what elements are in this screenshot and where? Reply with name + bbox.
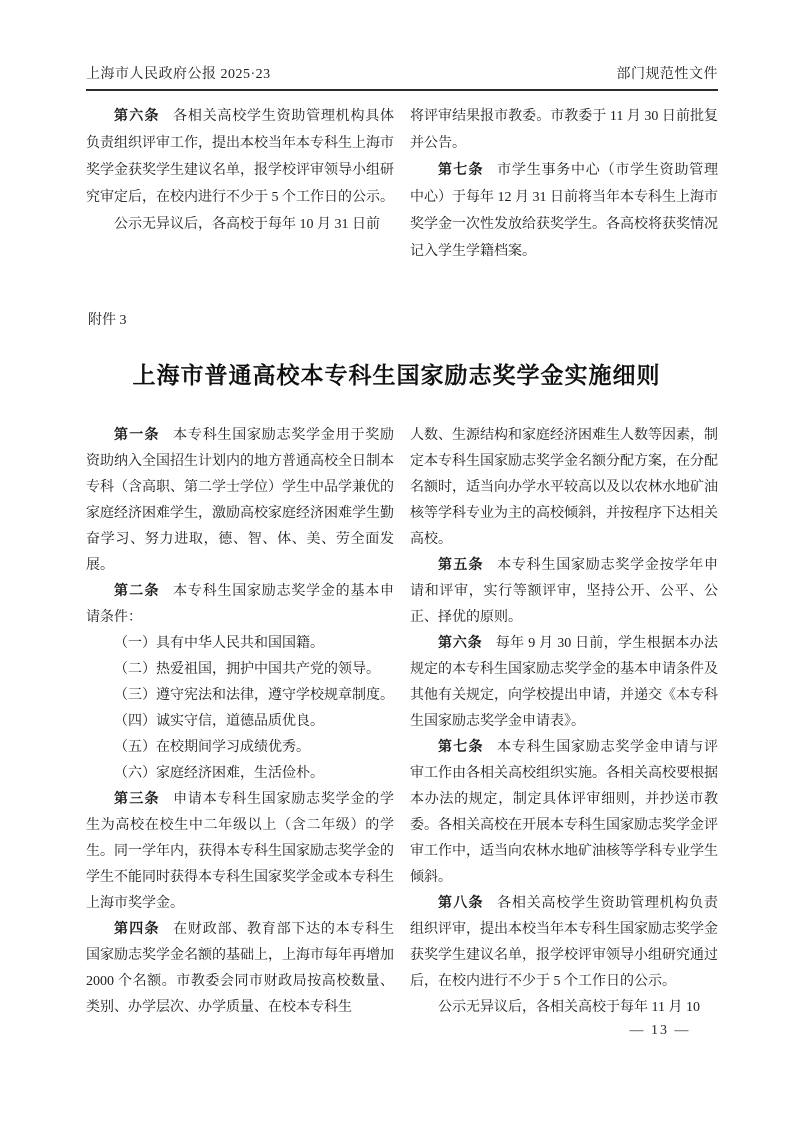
article-number: 第二条 [114,584,160,599]
paragraph-text: 本专科生国家励志奖学金申请与评审工作由各相关高校组织实施。各相关高校要根据本办法的规定，制定具体评审细则，并抄送市教委。各相关高校在开展本专科生国家励志奖学金评审工作中，适当向农林水地矿油核等学科专业学生倾斜。 [410,740,719,885]
paragraph-text: （一）具有中华人民共和国国籍。 [114,636,324,651]
paragraph-article-3 [86,787,394,917]
article-number: 第三条 [114,792,160,807]
paragraph-text: 公示无异议后，各相关高校于每年 11 月 10 [438,1000,700,1015]
paragraph-text: 本专科生国家励志奖学金用于奖励资助纳入全国招生计划内的地方普通高校全日制本专科（含高职、第二学士学位）学生中品学兼优的家庭经济困难学生，激励高校家庭经济困难学生勤奋学习、努力进取，德、智、体、美、劳全面发展。 [86,428,395,573]
paragraph-continuation [410,103,718,157]
paragraph-article-2 [86,579,394,631]
document-body [86,423,718,1021]
paragraph-article-4 [86,917,394,1021]
paragraph [86,211,394,238]
paragraph-text: 在财政部、教育部下达的本专科生国家励志奖学金名额的基础上，上海市每年再增加 2000 个名额。市教委会同市财政局按高校数量、类别、办学层次、办学质量、在校本专科生 [86,922,395,1015]
paragraph-text: 申请本专科生国家励志奖学金的学生为高校在校生中二年级以上（含二年级）的学生。同一学年内，获得本专科生国家励志奖学金的学生不能同时获得本专科生国家奖学金或本专科生上海市奖学金。 [86,792,395,911]
header-section-label: 部门规范性文件 [616,67,718,82]
article-number: 第四条 [114,922,160,937]
attachment-label: 附件 3 [88,313,127,328]
paragraph-article-7 [410,157,718,265]
paragraph-article-8 [410,891,718,995]
paragraph-text: 将评审结果报市教委。市教委于 11 月 30 日前批复并公告。 [410,109,718,151]
article-number: 第六条 [438,636,483,651]
paragraph-text: 各相关高校学生资助管理机构负责组织评审，提出本校当年本专科生国家励志奖学金获奖学生建议名单，报学校评审领导小组研究通过后，在校内进行不少于 5 个工作日的公示。 [410,896,719,989]
page-number: — 13 — [629,1023,691,1038]
paragraph-article-7 [410,735,718,891]
top-section [86,103,718,265]
paragraph-text: 本专科生国家励志奖学金的基本申请条件： [86,584,395,625]
article-number: 第一条 [114,428,160,443]
list-item-1 [86,631,394,657]
article-number: 第七条 [438,740,484,755]
paragraph-text: 市学生事务中心（市学生资助管理中心）于每年 12 月 31 日前将当年本专科生上海市奖学金一次性发放给获奖学生。各高校将获奖情况记入学生学籍档案。 [410,163,719,259]
page-header [86,63,718,83]
list-item-3 [86,683,394,709]
paragraph-text: （四）诚实守信，道德品质优良。 [114,714,324,729]
paragraph-article-6 [86,103,394,211]
article-number: 第六条 [114,109,160,124]
body-right-column [410,423,718,1021]
list-item-2 [86,657,394,683]
article-number: 第八条 [438,896,484,911]
document-title: 上海市普通高校本专科生国家励志奖学金实施细则 [132,362,661,388]
paragraph-article-1 [86,423,394,579]
top-right-column [410,103,718,265]
article-number: 第七条 [438,163,484,178]
list-item-5 [86,735,394,761]
paragraph-text: 各相关高校学生资助管理机构具体负责组织评审工作，提出本校当年本专科生上海市奖学金获奖学生建议名单，报学校评审领导小组研究审定后，在校内进行不少于 5 个工作日的公示。 [86,109,395,205]
header-gazette-title: 上海市人民政府公报 2025·23 [86,67,271,82]
paragraph-text: （六）家庭经济困难，生活俭朴。 [114,766,324,781]
header-divider [86,89,718,91]
paragraph-text: 本专科生国家励志奖学金按学年申请和评审，实行等额评审，坚持公开、公平、公正、择优的原则。 [410,558,719,625]
paragraph-article-5 [410,553,718,631]
paragraph-text: （三）遵守宪法和法律，遵守学校规章制度。 [114,688,394,703]
body-left-column [86,423,394,1021]
paragraph-continuation [410,423,718,553]
paragraph [410,995,718,1021]
paragraph-text: 人数、生源结构和家庭经济困难生人数等因素，制定本专科生国家励志奖学金名额分配方案，在分配名额时，适当向办学水平较高以及以农林水地矿油核等学科专业为主的高校倾斜，并按程序下达相关高校。 [410,428,718,547]
paragraph-text: （二）热爱祖国，拥护中国共产党的领导。 [114,662,380,677]
paragraph-text: 公示无异议后，各高校于每年 10 月 31 日前 [114,217,380,232]
paragraph-text: （五）在校期间学习成绩优秀。 [114,740,310,755]
paragraph-text: 每年 9 月 30 日前，学生根据本办法规定的本专科生国家励志奖学金的基本申请条件及其他有关规定，向学校提出申请，并递交《本专科生国家励志奖学金申请表》。 [410,636,719,729]
list-item-6 [86,761,394,787]
article-number: 第五条 [438,558,484,573]
list-item-4 [86,709,394,735]
paragraph-article-6 [410,631,718,735]
top-left-column [86,103,394,265]
